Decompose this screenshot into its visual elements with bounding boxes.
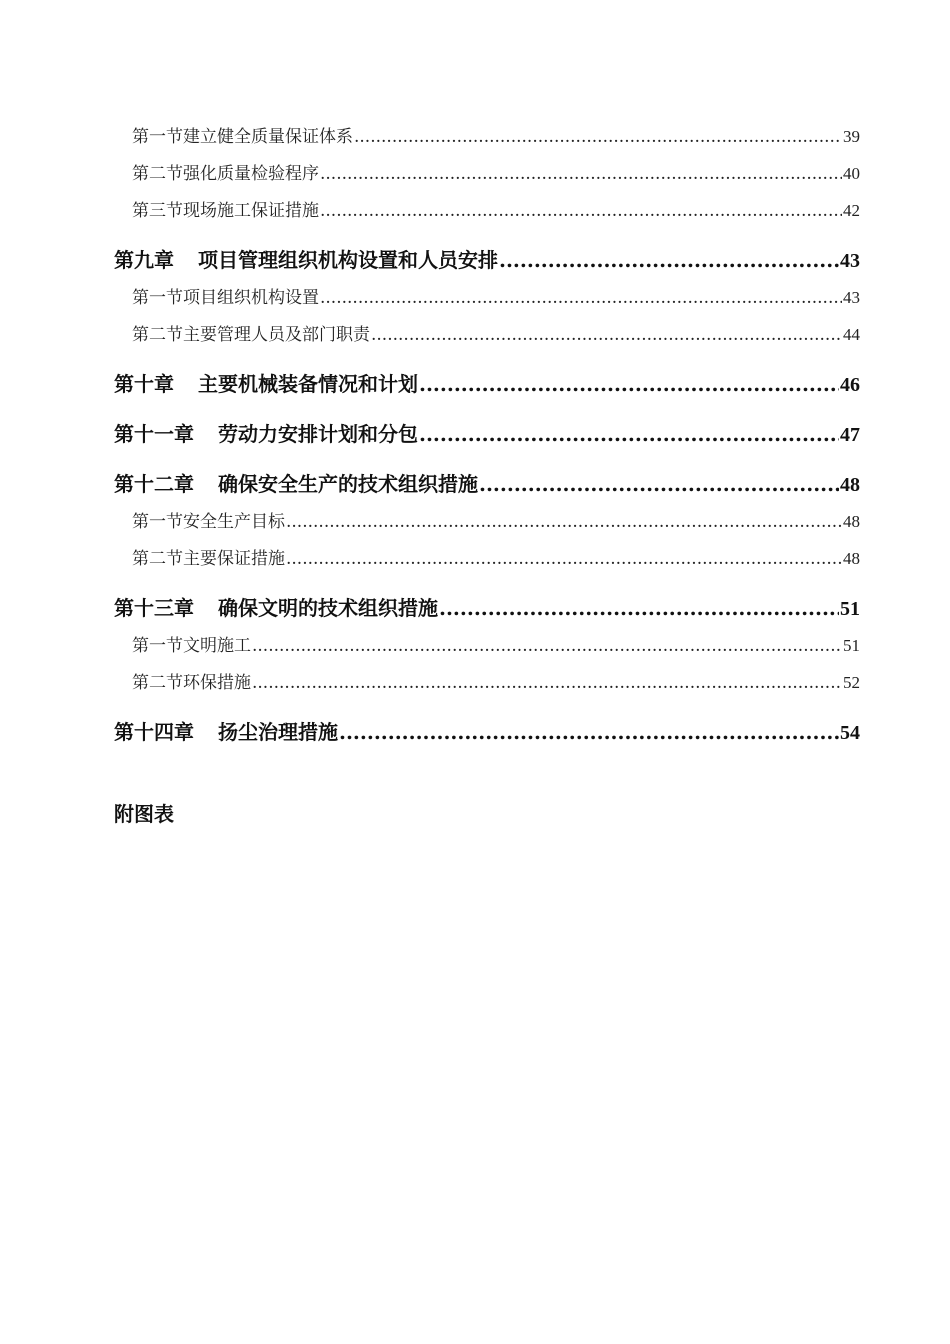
toc-entry-page: 44 xyxy=(843,325,860,344)
toc-dot-leader xyxy=(286,504,842,541)
toc-entry-number: 第三节 xyxy=(132,201,183,221)
toc-dot-leader xyxy=(320,280,842,317)
toc-entry-page: 51 xyxy=(843,636,860,655)
toc-entry-number: 第二节 xyxy=(132,673,183,693)
toc-entry-number: 第一节 xyxy=(132,636,183,656)
toc-entry-page: 42 xyxy=(843,201,860,220)
toc-entry-section[interactable] xyxy=(114,664,860,701)
toc-entry-title: 项目组织机构设置 xyxy=(183,288,319,308)
toc-entry-page: 47 xyxy=(840,424,860,446)
toc-entry-title: 主要保证措施 xyxy=(183,549,285,569)
toc-entry-section[interactable] xyxy=(114,155,860,192)
toc-entry-number: 第十三章 xyxy=(114,596,194,620)
toc-entry-chapter[interactable] xyxy=(114,353,860,403)
toc-entry-title: 扬尘治理措施 xyxy=(218,720,338,744)
toc-entry-title: 强化质量检验程序 xyxy=(183,164,319,184)
toc-entry-number: 第十章 xyxy=(114,372,174,396)
toc-entry-number: 第一节 xyxy=(132,288,183,308)
toc-entry-chapter[interactable] xyxy=(114,403,860,453)
toc-entry-page: 39 xyxy=(843,127,860,146)
toc-entry-section[interactable] xyxy=(114,279,860,316)
toc-entry-title: 建立健全质量保证体系 xyxy=(183,127,353,147)
toc-entry-title: 环保措施 xyxy=(183,673,251,693)
toc-entry-page: 51 xyxy=(840,598,860,620)
toc-entry-section[interactable] xyxy=(114,316,860,353)
toc-entry-number: 第二节 xyxy=(132,164,183,184)
toc-entry-chapter[interactable] xyxy=(114,577,860,627)
toc-entry-page: 52 xyxy=(843,673,860,692)
toc-entry-section[interactable] xyxy=(114,118,860,155)
toc-dot-leader xyxy=(354,119,842,156)
toc-entry-chapter[interactable] xyxy=(114,701,860,751)
toc-entry-title: 文明施工 xyxy=(183,636,251,656)
toc-entry-title: 项目管理组织机构设置和人员安排 xyxy=(198,248,498,272)
appendix-heading[interactable]: 附图表 xyxy=(114,802,174,826)
toc-entry-page: 48 xyxy=(843,512,860,531)
toc-entry-title: 劳动力安排计划和分包 xyxy=(218,422,418,446)
toc-dot-leader xyxy=(320,156,842,193)
toc-entry-number: 第二节 xyxy=(132,549,183,569)
toc-entry-page: 48 xyxy=(843,549,860,568)
toc-entry-page: 54 xyxy=(840,722,860,744)
toc-entry-title: 确保文明的技术组织措施 xyxy=(218,596,438,620)
toc-entry-number: 第九章 xyxy=(114,248,174,272)
toc-entry-title: 主要管理人员及部门职责 xyxy=(183,325,370,345)
toc-entry-chapter[interactable] xyxy=(114,453,860,503)
toc-entry-page: 48 xyxy=(840,474,860,496)
toc-entry-number: 第二节 xyxy=(132,325,183,345)
toc-dot-leader xyxy=(320,193,842,230)
toc-entry-section[interactable] xyxy=(114,540,860,577)
toc-entry-page: 46 xyxy=(840,374,860,396)
toc-entry-title: 现场施工保证措施 xyxy=(183,201,319,221)
toc-entry-section[interactable] xyxy=(114,627,860,664)
toc-entry-number: 第十一章 xyxy=(114,422,194,446)
toc-entry-section[interactable] xyxy=(114,192,860,229)
toc-entry-title: 安全生产目标 xyxy=(183,512,285,532)
toc-entry-title: 确保安全生产的技术组织措施 xyxy=(218,472,478,496)
toc-entry-chapter[interactable] xyxy=(114,229,860,279)
toc-entry-number: 第一节 xyxy=(132,127,183,147)
toc-entry-page: 43 xyxy=(843,288,860,307)
toc-dot-leader xyxy=(339,701,839,763)
toc-dot-leader xyxy=(252,628,842,665)
toc-entry-title: 主要机械装备情况和计划 xyxy=(198,372,418,396)
toc-dot-leader xyxy=(286,541,842,578)
table-of-contents xyxy=(114,118,860,751)
toc-entry-number: 第十二章 xyxy=(114,472,194,496)
toc-entry-section[interactable] xyxy=(114,503,860,540)
toc-dot-leader xyxy=(252,665,842,702)
toc-entry-page: 43 xyxy=(840,250,860,272)
toc-entry-number: 第一节 xyxy=(132,512,183,532)
toc-entry-number: 第十四章 xyxy=(114,720,194,744)
toc-dot-leader xyxy=(371,317,842,354)
toc-entry-page: 40 xyxy=(843,164,860,183)
